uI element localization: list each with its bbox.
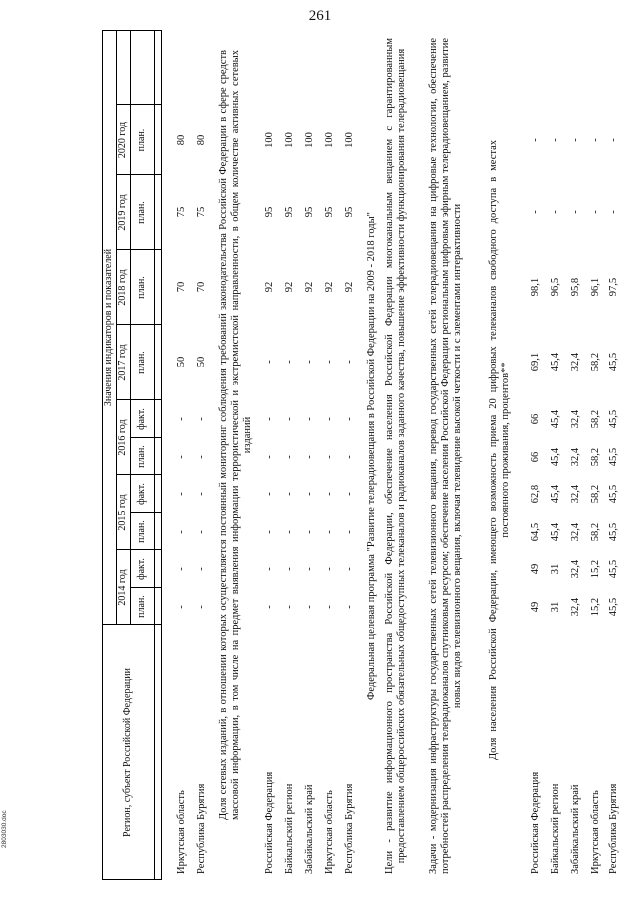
year-2015-header: 2015 год [117, 494, 129, 531]
cell-value: - [196, 530, 207, 534]
header-bottom-border [154, 30, 155, 880]
table-row [262, 30, 280, 880]
year-2019-header: 2019 год [117, 194, 129, 231]
cell-value: - [344, 492, 355, 496]
cell-value: - [590, 210, 601, 214]
cell-value: 49 [530, 601, 541, 613]
cell-value: 32,4 [570, 559, 581, 579]
cell-value: - [196, 567, 207, 571]
year-2018-header: 2018 год [117, 269, 129, 306]
cell-value: 69,1 [530, 352, 541, 372]
cell-value: 66 [530, 451, 541, 463]
cell-value: 58,2 [590, 484, 601, 504]
cell-value: 70 [196, 281, 207, 293]
cell-value: 32,4 [570, 352, 581, 372]
cell-value: 45,4 [550, 352, 561, 372]
cell-value: - [344, 417, 355, 421]
cell-value: 70 [176, 281, 187, 293]
cell-value: 45,5 [608, 352, 619, 372]
cell-value: 58,2 [590, 409, 601, 429]
cell-value: - [608, 210, 619, 214]
cell-value: - [304, 605, 315, 609]
cell-value: - [284, 492, 295, 496]
cell-value: 98,1 [530, 277, 541, 297]
cell-value: - [324, 530, 335, 534]
region-name: Иркутская область [590, 790, 601, 874]
cell-value: 31 [550, 563, 561, 575]
table-row [568, 30, 586, 880]
cell-value: 92 [344, 281, 355, 293]
cell-value: 95 [324, 206, 335, 218]
cell-value: 80 [196, 134, 207, 146]
region-name: Иркутская область [324, 790, 335, 874]
cell-value: - [176, 530, 187, 534]
cell-value: 95 [264, 206, 275, 218]
cell-value: 32,4 [570, 447, 581, 467]
fact-header: факт. [136, 558, 148, 580]
cell-value: - [344, 360, 355, 364]
cell-value: - [284, 605, 295, 609]
cell-value: - [176, 492, 187, 496]
cell-value: - [304, 455, 315, 459]
cell-value: - [530, 210, 541, 214]
page-number: 261 [308, 8, 332, 24]
cell-value: - [324, 360, 335, 364]
cell-value: - [264, 530, 275, 534]
cell-value: 100 [324, 132, 335, 148]
indicator-table [66, 30, 626, 880]
cell-value: 45,4 [550, 484, 561, 504]
cell-value: 45,5 [608, 597, 619, 617]
cell-value: 45,4 [550, 409, 561, 429]
cell-value: - [324, 605, 335, 609]
plan-header: план. [136, 201, 148, 224]
table-row [342, 30, 360, 880]
cell-value: 96,1 [590, 277, 601, 297]
cell-value: - [304, 360, 315, 364]
cell-value: 92 [284, 281, 295, 293]
cell-value: - [304, 492, 315, 496]
year-2014-header: 2014 год [117, 569, 129, 606]
table-row [302, 30, 320, 880]
cell-value: 95 [344, 206, 355, 218]
plan-header: план. [136, 128, 148, 152]
cell-value: - [284, 455, 295, 459]
cell-value: - [176, 605, 187, 609]
cell-value: - [176, 417, 187, 421]
program-title: Федеральная целевая программа "Развитие телерадиовещания в Российской Федерации на 2009 - 2018 годы" [366, 212, 377, 700]
cell-value: - [264, 605, 275, 609]
region-name: Республика Бурятия [344, 783, 355, 874]
document-code: 2803030.doc [1, 810, 8, 848]
fact-header: факт. [136, 408, 148, 430]
year-2016-header: 2016 год [117, 419, 129, 456]
header-double-border [161, 30, 162, 880]
cell-value: - [344, 567, 355, 571]
cell-value: 95 [304, 206, 315, 218]
cell-value: 15,2 [590, 559, 601, 579]
cell-value: 45,5 [608, 484, 619, 504]
cell-value: - [344, 455, 355, 459]
cell-value: - [196, 492, 207, 496]
cell-value: - [324, 455, 335, 459]
cell-value: 50 [176, 356, 187, 368]
fact-header: факт. [136, 483, 148, 505]
cell-value: - [344, 605, 355, 609]
cell-value: - [590, 138, 601, 142]
cell-value: 32,4 [570, 522, 581, 542]
cell-value: 32,4 [570, 409, 581, 429]
cell-value: - [608, 138, 619, 142]
plan-header: план. [136, 276, 148, 299]
plan-header: план. [136, 351, 148, 374]
cell-value: 58,2 [590, 352, 601, 372]
cell-value: - [264, 455, 275, 459]
cell-value: 97,5 [608, 277, 619, 297]
cell-value: - [550, 138, 561, 142]
cell-value: - [196, 455, 207, 459]
cell-value: 100 [304, 132, 315, 148]
cell-value: 15,2 [590, 597, 601, 617]
cell-value: - [264, 567, 275, 571]
cell-value: - [344, 530, 355, 534]
cell-value: 92 [324, 281, 335, 293]
cell-value: - [324, 417, 335, 421]
cell-value: - [264, 492, 275, 496]
program-goals: Цели - развитие информационного пространства Российской Федерации, обеспечение населения Российской Федерации многоканальным вещанием с гарантированным предоставлением общероссийских обязательных общедоступных телеканалов и радиоканалов заданного качества, повышение эффективности функционирования телерадиовещания [384, 38, 408, 874]
cell-value: 45,5 [608, 409, 619, 429]
indicator-title: Доля населения Российской Федерации, имеющего возможность приема 20 цифровых телеканалов свободного доступа в местах постоянного проживания, процентов** [488, 140, 512, 760]
cell-value: 92 [304, 281, 315, 293]
cell-value: 58,2 [590, 522, 601, 542]
cell-value: - [570, 138, 581, 142]
cell-value: - [324, 492, 335, 496]
table-row [588, 30, 606, 880]
region-name: Забайкальский край [570, 784, 581, 874]
cell-value: - [284, 567, 295, 571]
region-name: Байкальский регион [550, 783, 561, 874]
region-name: Российская Федерация [530, 771, 541, 874]
cell-value: 32,4 [570, 597, 581, 617]
cell-value: 92 [264, 281, 275, 293]
plan-header: план. [136, 520, 148, 543]
cell-value: 50 [196, 356, 207, 368]
cell-value: - [196, 417, 207, 421]
cell-value: - [284, 360, 295, 364]
cell-value: - [324, 567, 335, 571]
cell-value: 45,5 [608, 559, 619, 579]
cell-value: 75 [176, 206, 187, 218]
region-name: Российская Федерация [264, 771, 275, 874]
cell-value: 95,8 [570, 277, 581, 297]
cell-value: 100 [264, 132, 275, 148]
table-row [528, 30, 546, 880]
region-name: Забайкальский край [304, 784, 315, 874]
cell-value: - [176, 567, 187, 571]
region-name: Иркутская область [176, 790, 187, 874]
values-group-header: Значения индикаторов и показателей [103, 248, 115, 407]
cell-value: 100 [344, 132, 355, 148]
table-row [174, 30, 192, 880]
cell-value: - [304, 417, 315, 421]
year-2017-header: 2017 год [117, 344, 129, 381]
cell-value: - [196, 605, 207, 609]
cell-value: - [570, 210, 581, 214]
region-name: Байкальский регион [284, 783, 295, 874]
cell-value: 45,4 [550, 522, 561, 542]
cell-value: - [550, 210, 561, 214]
cell-value: - [304, 567, 315, 571]
cell-value: 49 [530, 563, 541, 575]
cell-value: - [530, 138, 541, 142]
cell-value: - [264, 360, 275, 364]
program-tasks: Задачи - модернизация инфраструктуры государственных сетей телевизионного вещания, перевод государственных сетей телерадиовещания на цифровые технологии, обеспечение потребностей распределения телерадиоканалов спутниковым ресурсом; обеспечение населения Российской Федерации региональным цифровым эфирным телерадиовещанием, развитие новых видов телевизионного вещания, включая телевидение высокой четкости и с элементами интерактивности [428, 38, 464, 874]
cell-value: - [284, 417, 295, 421]
cell-value: 64,5 [530, 522, 541, 542]
cell-value: - [176, 455, 187, 459]
cell-value: 95 [284, 206, 295, 218]
cell-value: 45,5 [608, 447, 619, 467]
cell-value: 75 [196, 206, 207, 218]
cell-value: 66 [530, 413, 541, 425]
indicator-title: Доля сетевых изданий, в отношении которых осуществляется постоянный мониторинг соблюдения требований законодательства Российской Федерации в сфере средств массовой информации, в том числе на предмет выявления информации террористической и экстремистской направленности, в общем количестве активных сетевых изданий [218, 50, 254, 820]
cell-value: 45,4 [550, 447, 561, 467]
region-column-header: Регион, субъект Российской Федерации [122, 668, 134, 837]
cell-value: 62,8 [530, 484, 541, 504]
cell-value: 96,5 [550, 277, 561, 297]
cell-value: - [264, 417, 275, 421]
cell-value: 31 [550, 601, 561, 613]
table-row [606, 30, 624, 880]
cell-value: 58,2 [590, 447, 601, 467]
region-name: Республика Бурятия [196, 783, 207, 874]
year-2020-header: 2020 год [117, 121, 129, 159]
cell-value: 80 [176, 134, 187, 146]
cell-value: 45,5 [608, 522, 619, 542]
table-row [548, 30, 566, 880]
cell-value: - [284, 530, 295, 534]
cell-value: - [304, 530, 315, 534]
table-row [282, 30, 300, 880]
plan-header: план. [136, 595, 148, 618]
cell-value: 100 [284, 132, 295, 148]
plan-header: план. [136, 445, 148, 468]
cell-value: 32,4 [570, 484, 581, 504]
region-name: Республика Бурятия [608, 783, 619, 874]
table-row [322, 30, 340, 880]
table-row [194, 30, 212, 880]
